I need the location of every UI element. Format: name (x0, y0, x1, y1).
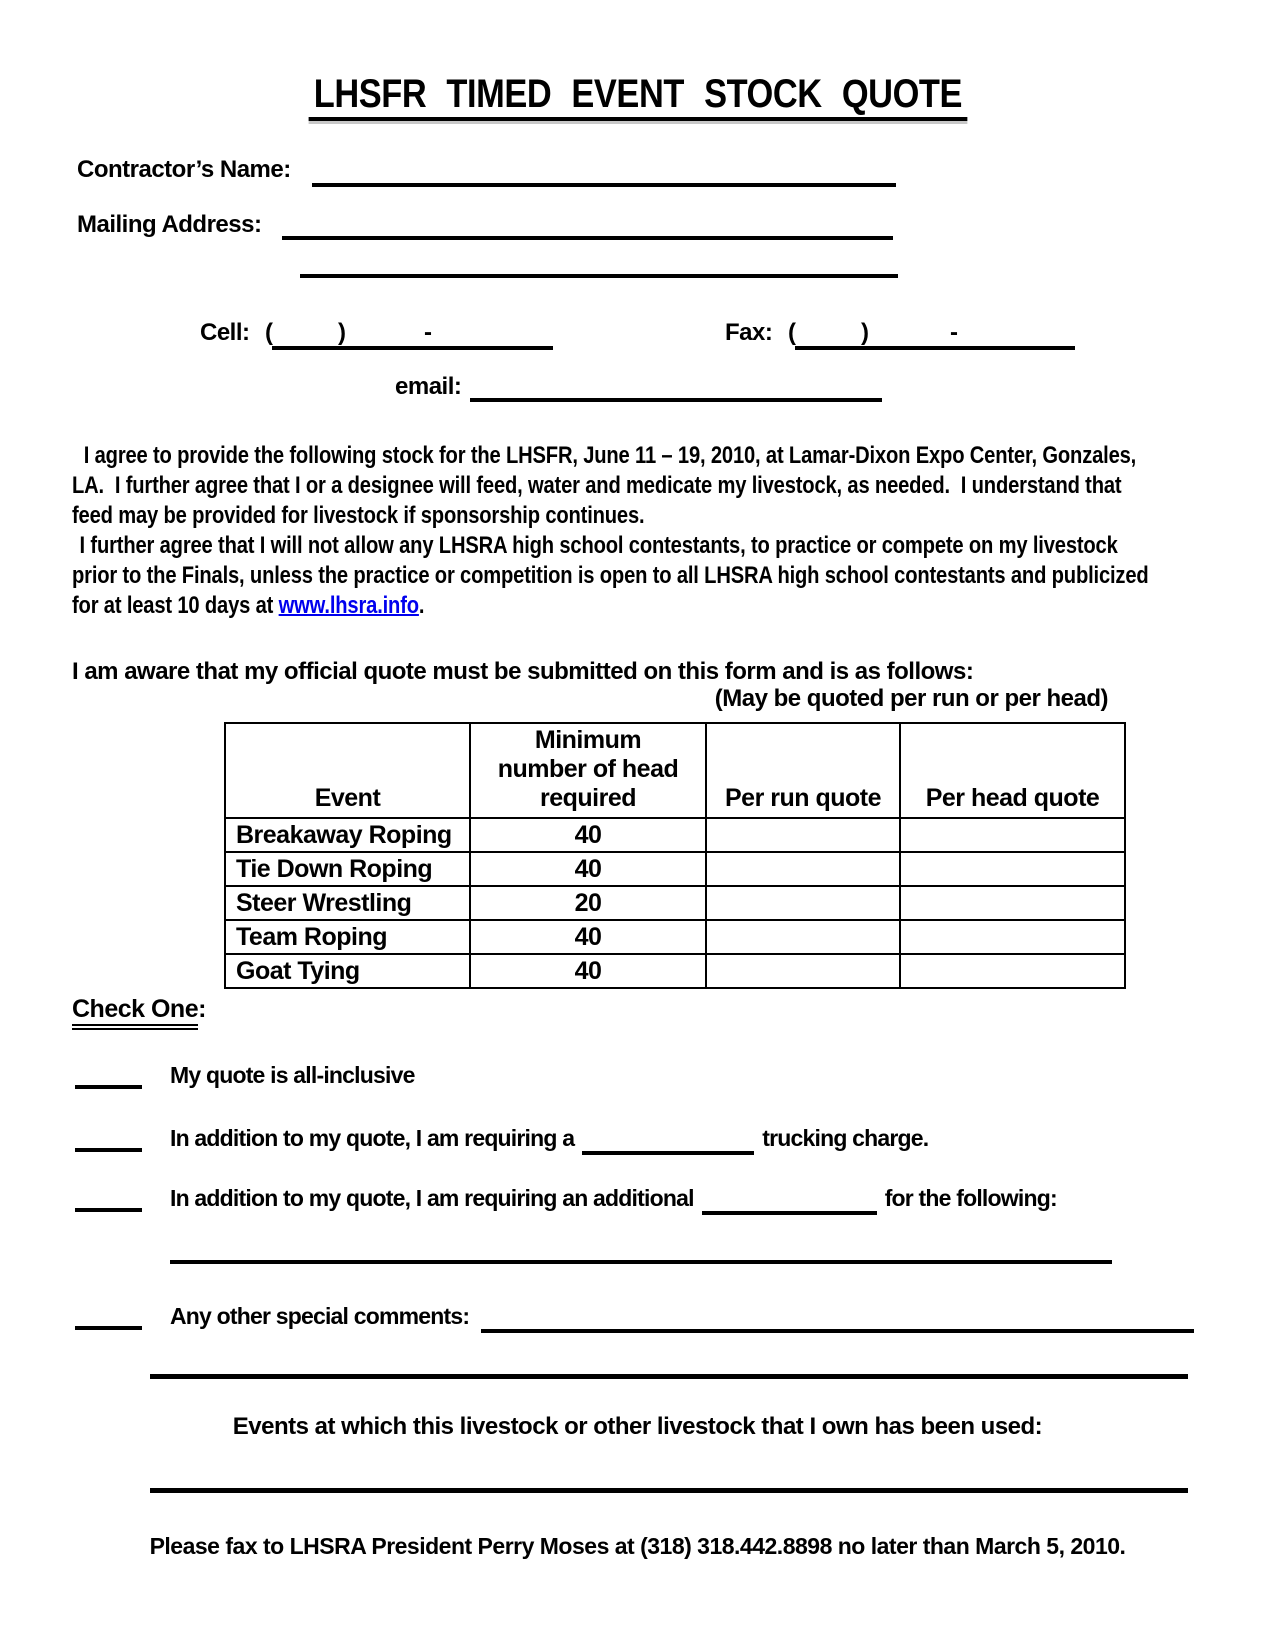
cell-label: Cell: (200, 319, 250, 346)
header-min-head: Minimum number of head required (470, 723, 706, 818)
contractor-name-blank (312, 157, 896, 187)
agreement-paragraph-2-text: I further agree that I will not allow any LHSRA high school contestants, to practice or compete on my livestock prior to the Finals, unless the practice or competition is open to all LHSRA high school contestants and publicized for at least 10 days at (72, 532, 1154, 619)
agreement-paragraph-1: I agree to provide the following stock for the LHSFR, June 11 – 19, 2010, at Lamar-Dixon Expo Center, Gonzales, LA. I further agree that I or a designee will feed, water and medicate my livestock, as needed. I understand that feed may be provided for livestock if sponsorship continues. (72, 442, 1142, 529)
option-text-after: trucking charge. (762, 1125, 929, 1151)
per-head-quote-cell (900, 886, 1125, 920)
option-text-before: In addition to my quote, I am requiring a (170, 1125, 575, 1151)
agreement-paragraph-2 (72, 531, 1157, 621)
option-text: My quote is all-inclusive (170, 1062, 415, 1088)
fax-label: Fax: (725, 319, 773, 346)
cell-open-paren: ( (265, 319, 273, 346)
mailing-address-blank (282, 212, 893, 240)
option-all-inclusive (72, 1062, 1194, 1088)
per-head-quote-cell (900, 954, 1125, 988)
header-per-head: Per head quote (900, 723, 1125, 818)
cell-number-blank (272, 320, 553, 350)
email-label: email: (395, 373, 462, 400)
fax-instruction: Please fax to LHSRA President Perry Moses at (318) 318.442.8898 no later than March 5, 2010. (149, 1533, 1126, 1559)
mailing-address-label: Mailing Address: (77, 211, 262, 238)
table-row (225, 920, 1125, 954)
header-per-run: Per run quote (706, 723, 900, 818)
min-head-cell: 40 (470, 920, 706, 954)
stock-quote-table (224, 722, 1126, 989)
agreement-text (72, 441, 1157, 621)
lhsra-website-link[interactable]: www.lhsra.info (278, 592, 419, 619)
per-run-quote-cell (706, 954, 900, 988)
table-row (225, 886, 1125, 920)
check-blank (75, 1326, 142, 1330)
event-cell: Breakaway Roping (225, 818, 470, 852)
agreement-paragraph-2-period: . (418, 592, 425, 619)
min-head-cell: 20 (470, 886, 706, 920)
event-cell: Goat Tying (225, 954, 470, 988)
mailing-address-blank-2 (300, 248, 898, 278)
per-head-quote-cell (900, 818, 1125, 852)
trucking-charge-blank (582, 1125, 754, 1155)
per-head-quote-cell (900, 920, 1125, 954)
per-run-quote-cell (706, 920, 900, 954)
per-run-quote-cell (706, 886, 900, 920)
check-one-colon: : (198, 995, 206, 1023)
quote-note: (May be quoted per run or per head) (714, 685, 1108, 712)
table-row (225, 954, 1125, 988)
page-title: LHSFR TIMED EVENT STOCK QUOTE (308, 74, 967, 121)
check-blank (75, 1148, 142, 1152)
contractor-name-row (0, 157, 1275, 187)
per-run-quote-cell (706, 818, 900, 852)
cell-dash: - (424, 319, 432, 346)
title-wrap (0, 74, 1275, 121)
table-row (225, 852, 1125, 886)
cell-fax-row (0, 320, 1275, 350)
table-row (225, 818, 1125, 852)
contractor-name-label: Contractor’s Name: (77, 156, 291, 183)
event-cell: Team Roping (225, 920, 470, 954)
check-one-label: Check One (72, 995, 198, 1030)
events-used-line (150, 1488, 1188, 1493)
special-comments-blank (481, 1303, 1194, 1333)
event-cell: Steer Wrestling (225, 886, 470, 920)
option-trucking-charge (72, 1125, 1194, 1155)
option-text-after: for the following: (884, 1185, 1057, 1211)
email-blank (470, 374, 882, 402)
check-blank (75, 1208, 142, 1212)
fax-number-blank (795, 320, 1075, 350)
per-head-quote-cell (900, 852, 1125, 886)
option-additional-charge (72, 1185, 1194, 1215)
fax-dash: - (950, 319, 958, 346)
quote-intro: I am aware that my official quote must be submitted on this form and is as follows: (72, 658, 974, 685)
min-head-cell: 40 (470, 852, 706, 886)
cell-close-paren: ) (338, 319, 346, 346)
mailing-address-row (0, 212, 1275, 242)
email-row (0, 374, 1275, 404)
header-event: Event (225, 723, 470, 818)
fax-open-paren: ( (788, 319, 796, 346)
min-head-cell: 40 (470, 818, 706, 852)
option-text-before: In addition to my quote, I am requiring an additional (170, 1185, 694, 1211)
comments-continuation-line (150, 1374, 1188, 1379)
table-header-row (225, 723, 1125, 818)
option-text-before: Any other special comments: (170, 1303, 470, 1329)
check-one-heading (72, 995, 206, 1030)
min-head-cell: 40 (470, 954, 706, 988)
option-special-comments (72, 1303, 1194, 1333)
per-run-quote-cell (706, 852, 900, 886)
events-used-label: Events at which this livestock or other livestock that I own has been used: (232, 1413, 1043, 1440)
check-blank (75, 1085, 142, 1089)
additional-charge-blank (702, 1185, 877, 1215)
event-cell: Tie Down Roping (225, 852, 470, 886)
fax-close-paren: ) (861, 319, 869, 346)
following-details-line (170, 1260, 1112, 1264)
